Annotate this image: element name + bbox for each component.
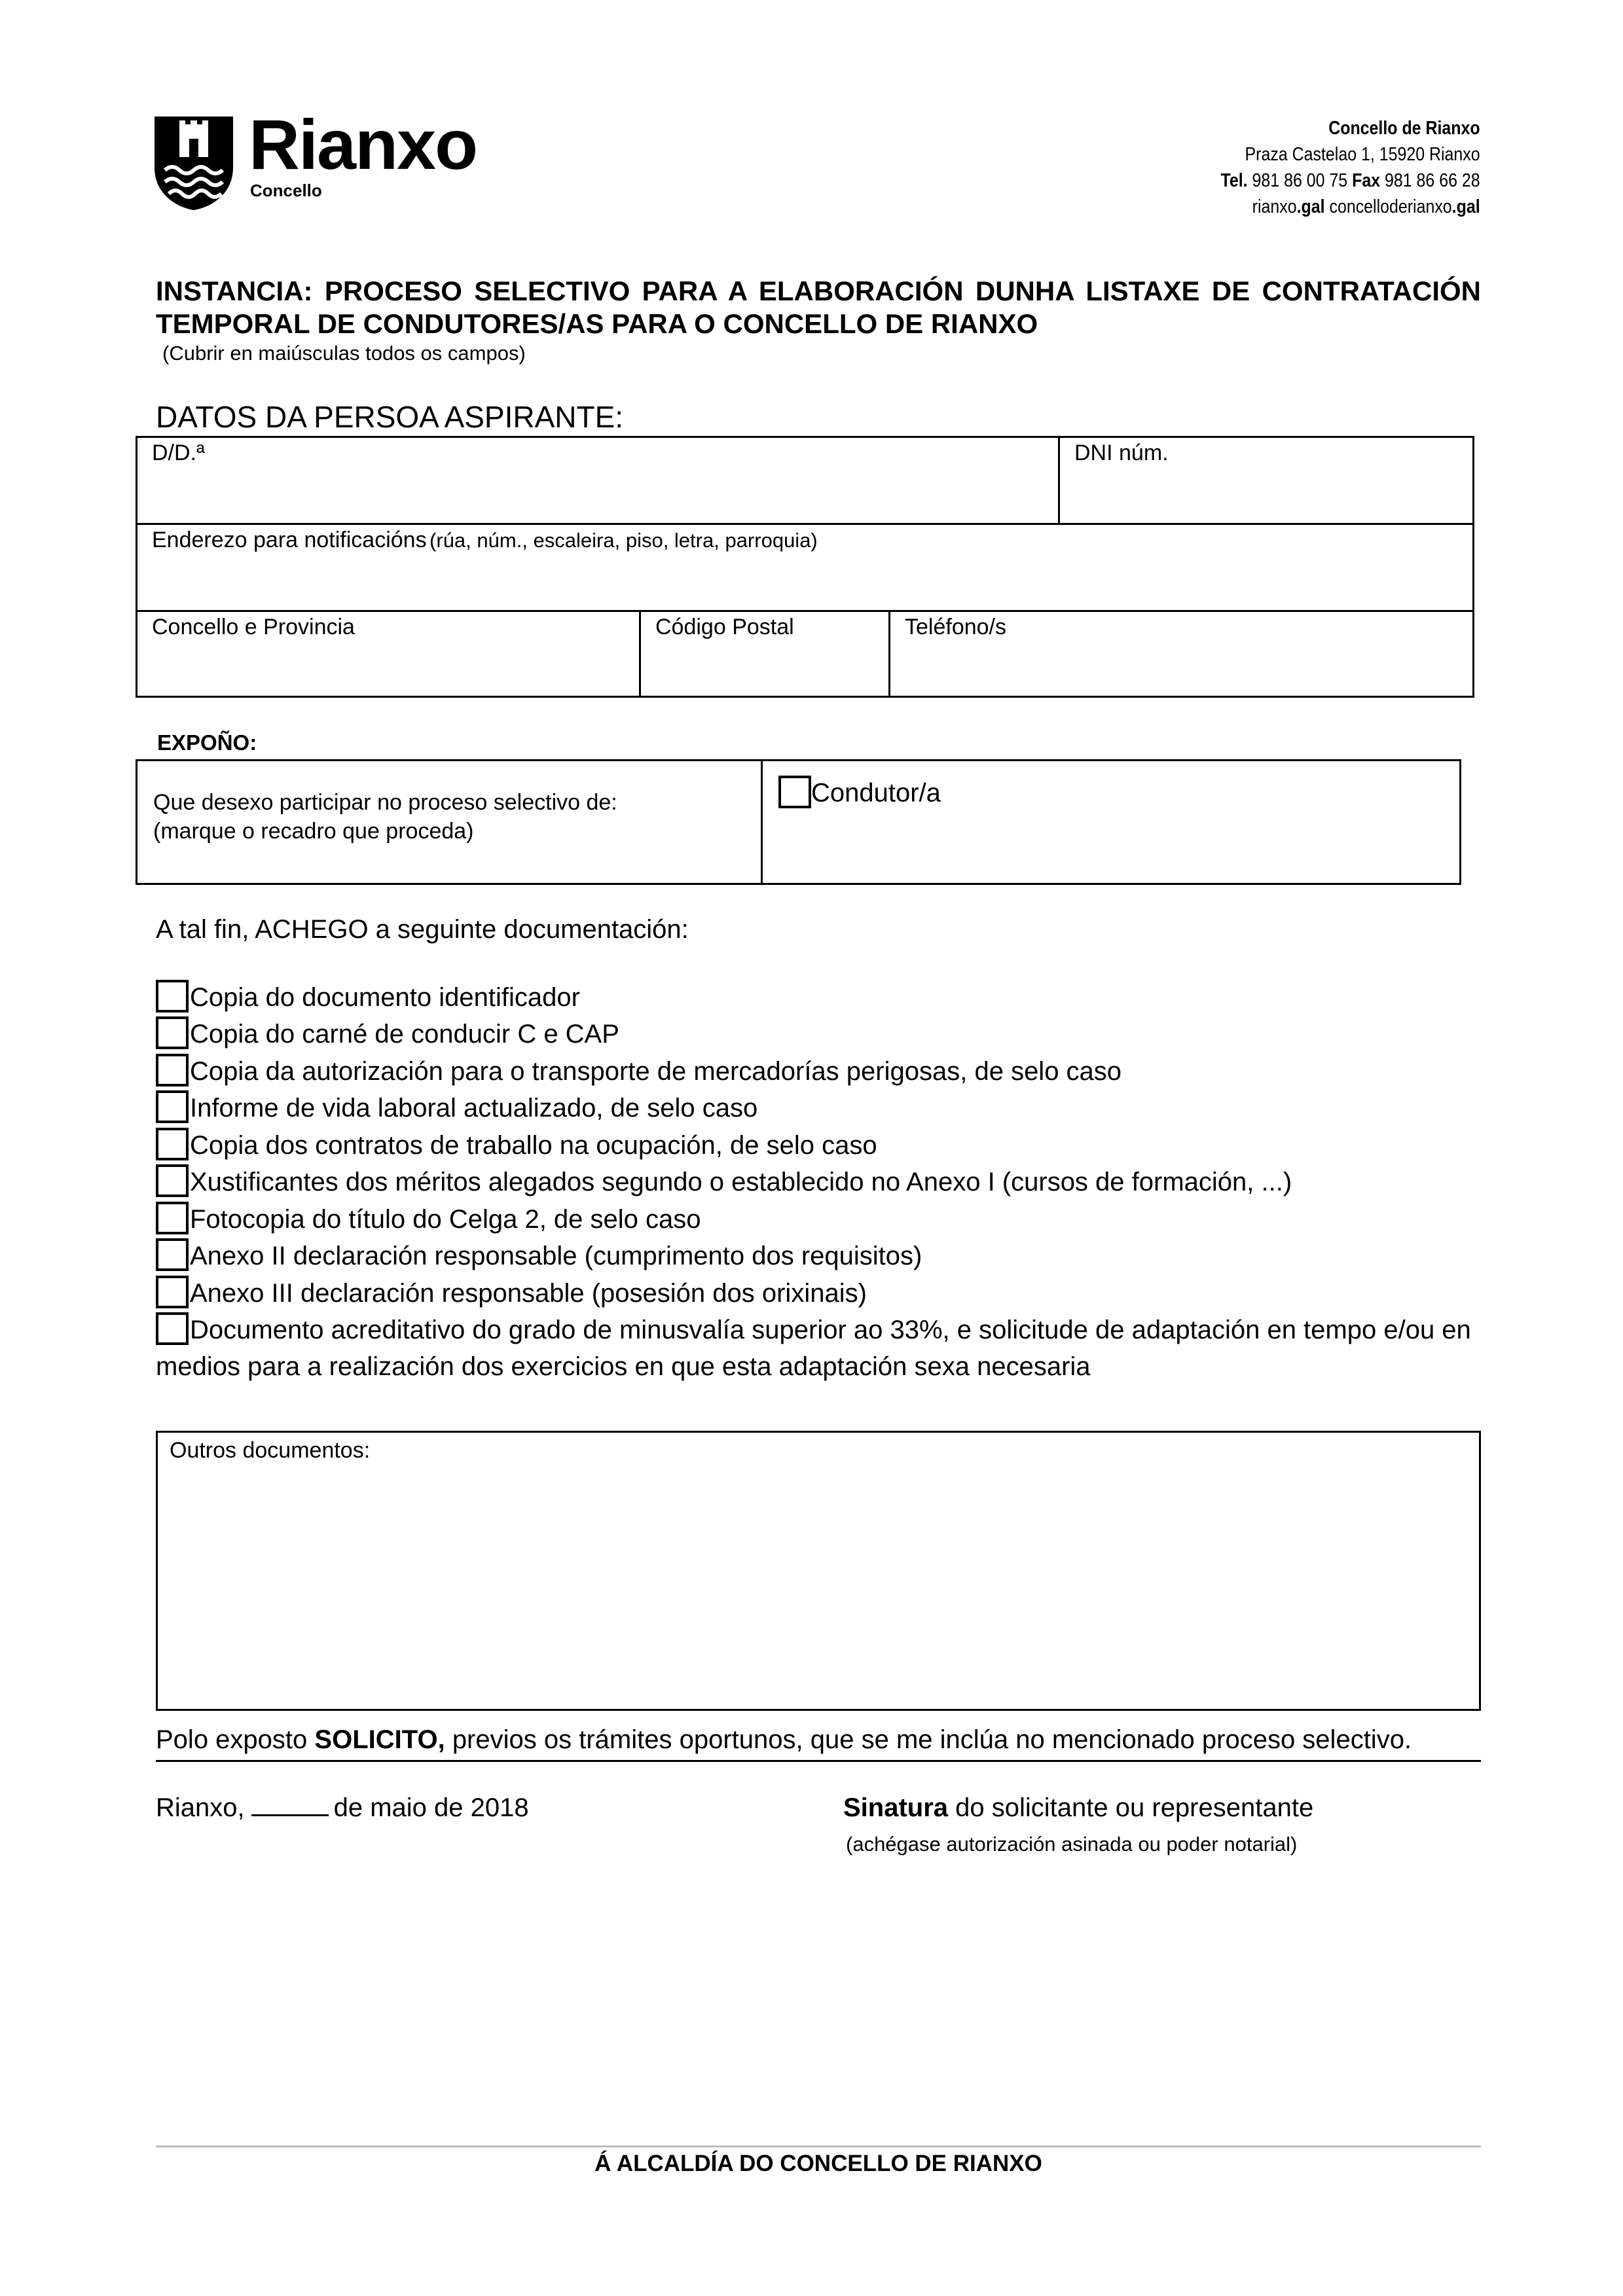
date-rest: de maio de 2018 [333,1793,529,1822]
doc-checkbox[interactable] [156,1054,189,1086]
name-label: D/D.ª [152,440,205,465]
logo-subtitle: Concello [250,181,322,200]
shield-icon [153,115,234,211]
dni-field[interactable] [1058,436,1474,525]
request-keyword: SOLICITO, [314,1725,445,1754]
signature-note: (achégase autorización asinada ou poder notarial) [846,1833,1298,1856]
condutor-label: Condutor/a [811,778,941,808]
request-statement [156,1725,1481,1762]
expono-line2: (marque o recadro que proceda) [153,819,474,844]
doc-item[interactable] [156,1238,922,1274]
expono-text-cell [136,759,763,885]
logo-wordmark: Rianxo [249,105,477,184]
documents-intro: A tal fin, ACHEGO a seguinte documentación: [156,915,689,944]
name-field[interactable] [136,436,1060,525]
web2-name: concelloderianxo [1329,196,1453,217]
address-field[interactable] [136,523,1474,612]
place-date [156,1793,529,1823]
doc-item[interactable] [156,979,580,1016]
doc-item[interactable] [156,1201,701,1238]
phone-field[interactable] [888,610,1474,698]
other-documents-label: Outros documentos: [170,1438,371,1463]
signature-label: Sinatura [843,1793,949,1822]
phone-label: Teléfono/s [905,615,1006,639]
tel-label: Tel. [1220,170,1248,191]
contact-phone [1221,168,1480,194]
tel-value: 981 86 00 75 [1252,170,1348,191]
footer-addressee: Á ALCALDÍA DO CONCELLO DE RIANXO [594,2151,1042,2176]
doc-item[interactable] [156,1090,757,1126]
municipality-label: Concello e Provincia [152,615,355,639]
doc-label: Anexo III declaración responsable (posesión dos orixinais) [190,1279,867,1308]
municipality-field[interactable] [136,610,641,698]
doc-label: Documento acreditativo do grado de minusvalía superior ao 33%, e solicitude de adaptación en tempo e/ou en [190,1316,1471,1344]
address-label-wrap [152,528,818,553]
doc-label: Copia dos contratos de traballo na ocupación, de selo caso [190,1131,877,1160]
place: Rianxo, [156,1793,245,1822]
concello-logo [153,105,520,213]
doc-label: Fotocopia do título do Celga 2, de selo caso [190,1205,701,1234]
fax-value: 981 86 66 28 [1385,170,1480,191]
web2-tld: .gal [1452,196,1480,217]
expono-line1: Que desexo participar no proceso selectivo de: [153,790,617,815]
doc-item[interactable] [156,1053,1122,1090]
doc-label: Xustificantes dos méritos alegados segundo o establecido no Anexo I (cursos de formación, ...) [190,1168,1292,1196]
doc-label: Copia do documento identificador [190,983,580,1012]
doc-checkbox[interactable] [156,1164,189,1197]
doc-checkbox[interactable] [156,1016,189,1049]
web1-tld: .gal [1296,196,1325,217]
request-suffix: previos os trámites oportunos, que se me inclúa no mencionado proceso selectivo. [452,1725,1412,1754]
doc-checkbox[interactable] [156,1238,189,1271]
doc-item[interactable] [156,1312,1471,1348]
contact-block [1221,115,1480,220]
doc-item[interactable] [156,1164,1292,1200]
doc-label: Informe de vida laboral actualizado, de selo caso [190,1094,758,1122]
doc-item[interactable] [156,1016,619,1052]
request-prefix: Polo exposto [156,1725,308,1754]
form-title: INSTANCIA: PROCESO SELECTIVO PARA A ELABORACIÓN DUNHA LISTAXE DE CONTRATACIÓN TEMPORAL DE CONDUTORES/AS PARA O CONCELLO DE RIANXO [156,276,1481,339]
doc-checkbox[interactable] [156,1276,189,1308]
address-label: Enderezo para notificacións [152,528,427,552]
address-hint: (rúa, núm., escaleira, piso, letra, parroquia) [429,529,818,552]
doc-item-continuation: medios para a realización dos exercicios en que esta adaptación sexa necesaria [156,1352,1091,1381]
day-blank[interactable] [251,1795,329,1816]
footer-divider [156,2145,1481,2147]
doc-label: Copia da autorización para o transporte de mercadorías perigosas, de selo caso [190,1057,1122,1086]
doc-label: Anexo II declaración responsable (cumprimento dos requisitos) [190,1242,922,1270]
doc-checkbox[interactable] [156,1312,189,1345]
doc-item[interactable] [156,1127,877,1164]
signature-rest: do solicitante ou representante [955,1793,1314,1822]
other-documents-field[interactable] [156,1431,1481,1711]
condutor-option[interactable] [778,778,941,811]
doc-checkbox[interactable] [156,1090,189,1123]
applicant-section-label: DATOS DA PERSOA ASPIRANTE: [156,400,624,434]
postal-code-field[interactable] [639,610,890,698]
dni-label: DNI núm. [1074,440,1169,465]
doc-label: Copia do carné de conducir C e CAP [190,1020,619,1049]
doc-checkbox[interactable] [156,980,189,1013]
doc-item[interactable] [156,1275,867,1312]
fax-label: Fax [1352,170,1381,191]
contact-web [1221,194,1480,220]
contact-address: Praza Castelao 1, 15920 Rianxo [1245,144,1480,165]
postal-label: Código Postal [655,615,794,639]
signature-line [843,1793,1313,1823]
contact-org: Concello de Rianxo [1328,118,1480,139]
doc-checkbox[interactable] [156,1128,189,1160]
web1-name: rianxo [1252,196,1297,217]
form-subtitle: (Cubrir en maiúsculas todos os campos) [162,342,526,365]
expono-option-cell [761,759,1461,885]
expono-label: EXPOÑO: [157,730,257,755]
condutor-checkbox[interactable] [778,776,811,808]
doc-checkbox[interactable] [156,1202,189,1234]
